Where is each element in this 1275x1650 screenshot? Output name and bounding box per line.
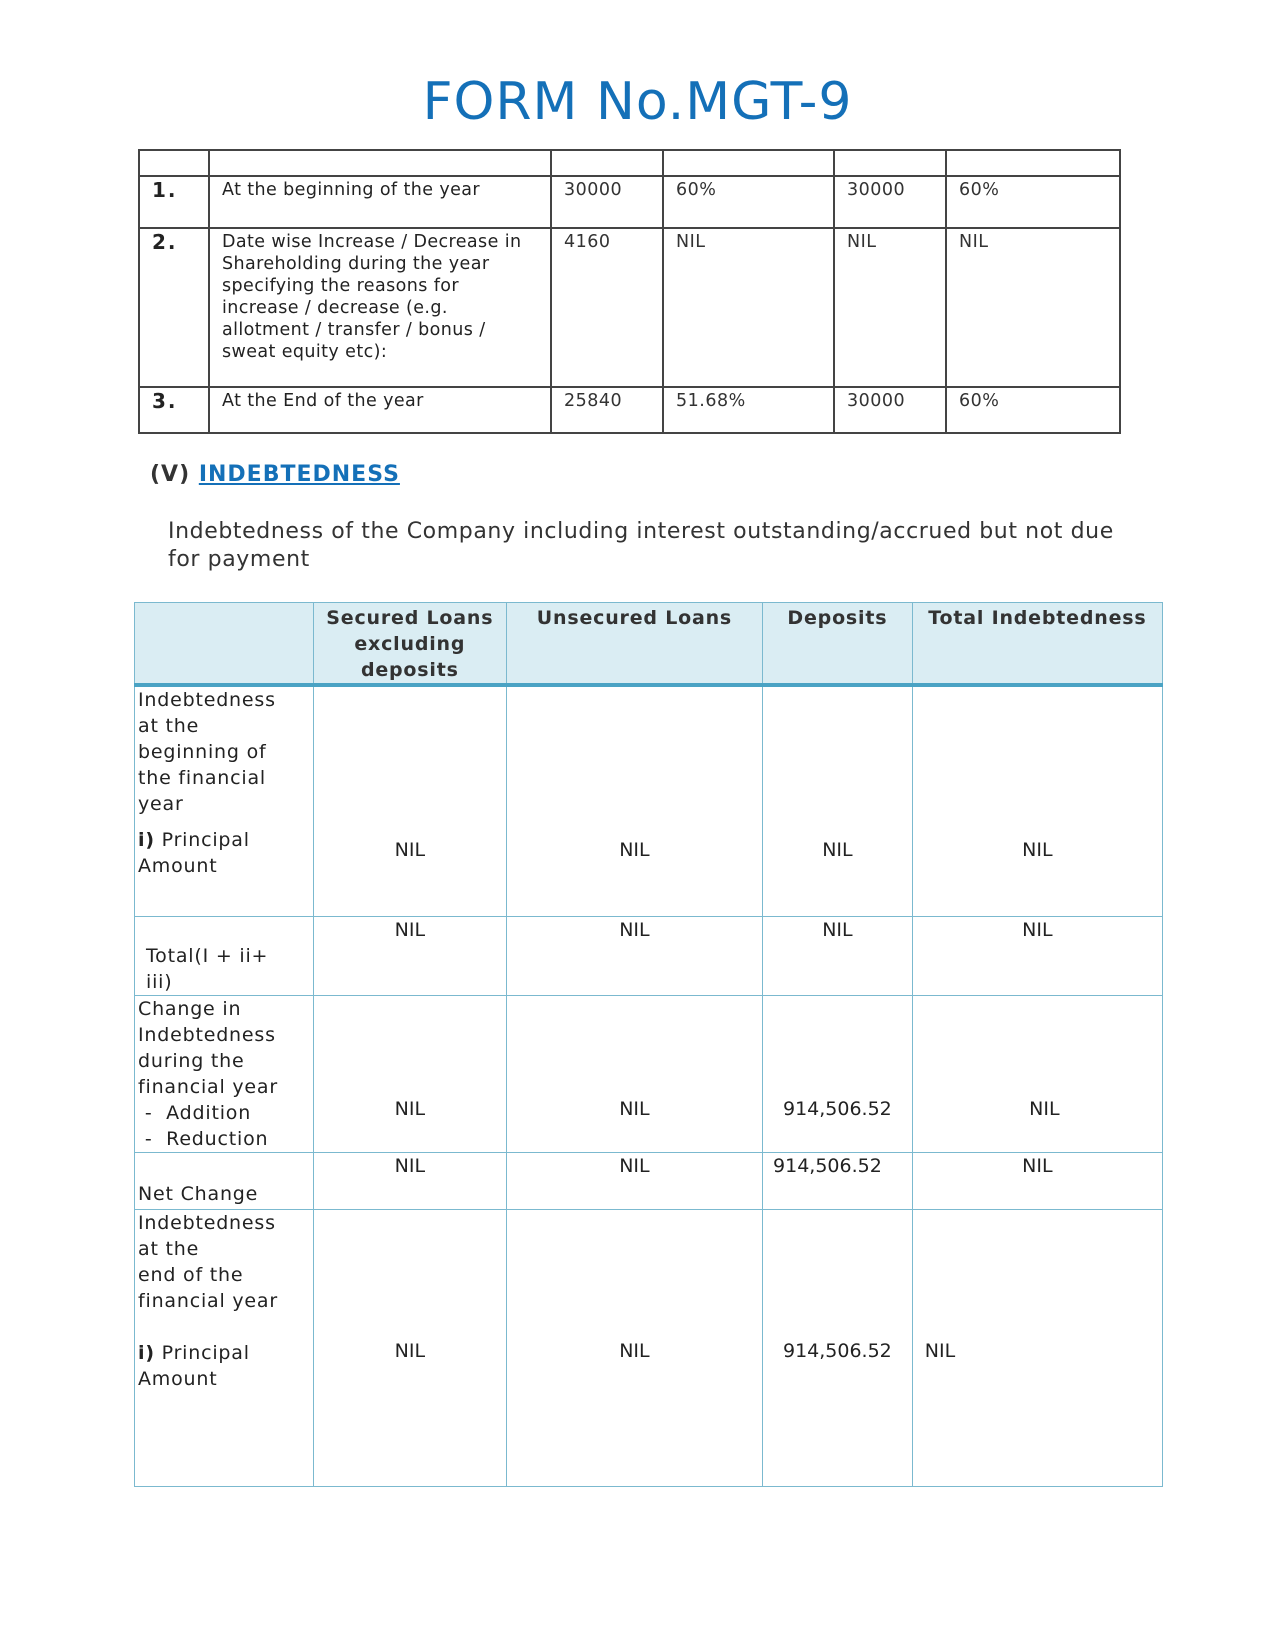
label-line: Net Change xyxy=(138,1182,259,1205)
cell-value: 60% xyxy=(946,176,1120,228)
row-label xyxy=(135,995,314,1152)
cell-value: NIL xyxy=(506,995,762,1152)
label-line: financial year xyxy=(138,1075,278,1098)
cell-value: NIL xyxy=(912,916,1162,995)
table-row xyxy=(139,387,1120,433)
cell-value: 60% xyxy=(663,176,834,228)
cell-value: 4160 xyxy=(551,228,663,387)
label-line: - Reduction xyxy=(138,1127,269,1150)
label-line: Change in xyxy=(138,997,242,1020)
sub-marker: i) xyxy=(138,1341,155,1364)
label-line: iii) xyxy=(146,970,173,993)
sub-marker: i) xyxy=(138,829,155,851)
cell-value: 914,506.52 xyxy=(763,1209,913,1486)
row-number: 1. xyxy=(139,176,209,228)
cell-value: NIL xyxy=(506,916,762,995)
cell-value: 30000 xyxy=(551,176,663,228)
row-label xyxy=(135,685,314,916)
row-number: 2. xyxy=(139,228,209,387)
cell-value: 60% xyxy=(946,387,1120,433)
cell-value: 914,506.52 xyxy=(763,1152,913,1209)
cell-value: NIL xyxy=(946,228,1120,387)
table-row xyxy=(135,995,1163,1152)
label-line: beginning of xyxy=(138,741,267,763)
row-label: At the End of the year xyxy=(209,387,551,433)
form-title: FORM No.MGT-9 xyxy=(422,72,853,132)
cell-value: NIL xyxy=(834,228,946,387)
intro-paragraph: Indebtedness of the Company including interest outstanding/accrued but not due for payment xyxy=(168,519,1114,572)
table-row xyxy=(135,685,1163,916)
cell-value: 914,506.52 xyxy=(763,995,913,1152)
table-row xyxy=(135,1209,1163,1486)
label-line: Indebtedness xyxy=(138,1211,276,1234)
table-row xyxy=(135,1152,1163,1209)
cell-value: NIL xyxy=(313,685,506,916)
header-cell xyxy=(135,603,314,686)
label-line: financial year xyxy=(138,1289,278,1312)
cell-value: NIL xyxy=(313,1152,506,1209)
cell-value: NIL xyxy=(313,916,506,995)
label-line: - Addition xyxy=(138,1101,252,1124)
row-number: 3. xyxy=(139,387,209,433)
label-line: Indebtedness xyxy=(138,689,276,711)
table-row xyxy=(139,176,1120,228)
row-label xyxy=(135,1209,314,1486)
label-line: year xyxy=(138,793,184,815)
cell-value: NIL xyxy=(506,685,762,916)
cell-value: 51.68% xyxy=(663,387,834,433)
label-line: end of the xyxy=(138,1263,244,1286)
cell-value: NIL xyxy=(663,228,834,387)
header-cell: Secured Loans excluding deposits xyxy=(313,603,506,686)
row-label xyxy=(135,1152,314,1209)
table-header-row xyxy=(139,150,1120,176)
sub-label: Principal xyxy=(161,829,250,851)
row-label: Date wise Increase / Decrease in Shareholding during the year specifying the reasons for increase / decrease (e.g. allotment / transfer / bonus / sweat equity etc): xyxy=(209,228,551,387)
label-line: at the xyxy=(138,1237,200,1260)
cell-value: 25840 xyxy=(551,387,663,433)
row-label: At the beginning of the year xyxy=(209,176,551,228)
cell-value: 30000 xyxy=(834,387,946,433)
cell-value: NIL xyxy=(912,1209,1162,1486)
row-label xyxy=(135,916,314,995)
header-cell: Deposits xyxy=(763,603,913,686)
cell-value: NIL xyxy=(763,916,913,995)
cell-value: 30000 xyxy=(834,176,946,228)
sub-label: Amount xyxy=(138,855,218,877)
indebtedness-table xyxy=(134,602,1163,1487)
indebtedness-link[interactable]: INDEBTEDNESS xyxy=(198,462,400,487)
sub-label: Principal xyxy=(161,1341,250,1364)
label-line: the financial xyxy=(138,767,266,789)
section-prefix: (V) xyxy=(150,462,191,487)
section-heading xyxy=(150,462,400,487)
cell-value: NIL xyxy=(763,685,913,916)
table-header-row xyxy=(135,603,1163,686)
cell-value: NIL xyxy=(506,1152,762,1209)
cell-value: NIL xyxy=(912,1152,1162,1209)
header-cell: Unsecured Loans xyxy=(506,603,762,686)
table-row xyxy=(135,916,1163,995)
label-line: Indebtedness xyxy=(138,1023,276,1046)
header-cell: Total Indebtedness xyxy=(912,603,1162,686)
sub-label: Amount xyxy=(138,1367,218,1390)
table-row xyxy=(139,228,1120,387)
label-line: during the xyxy=(138,1049,245,1072)
label-line: Total(I + ii+ xyxy=(146,944,269,967)
cell-value: NIL xyxy=(912,685,1162,916)
cell-value: NIL xyxy=(506,1209,762,1486)
cell-value: NIL xyxy=(313,1209,506,1486)
cell-value: NIL xyxy=(313,995,506,1152)
label-line: at the xyxy=(138,715,200,737)
shareholding-table xyxy=(138,149,1121,434)
cell-value: NIL xyxy=(912,995,1162,1152)
